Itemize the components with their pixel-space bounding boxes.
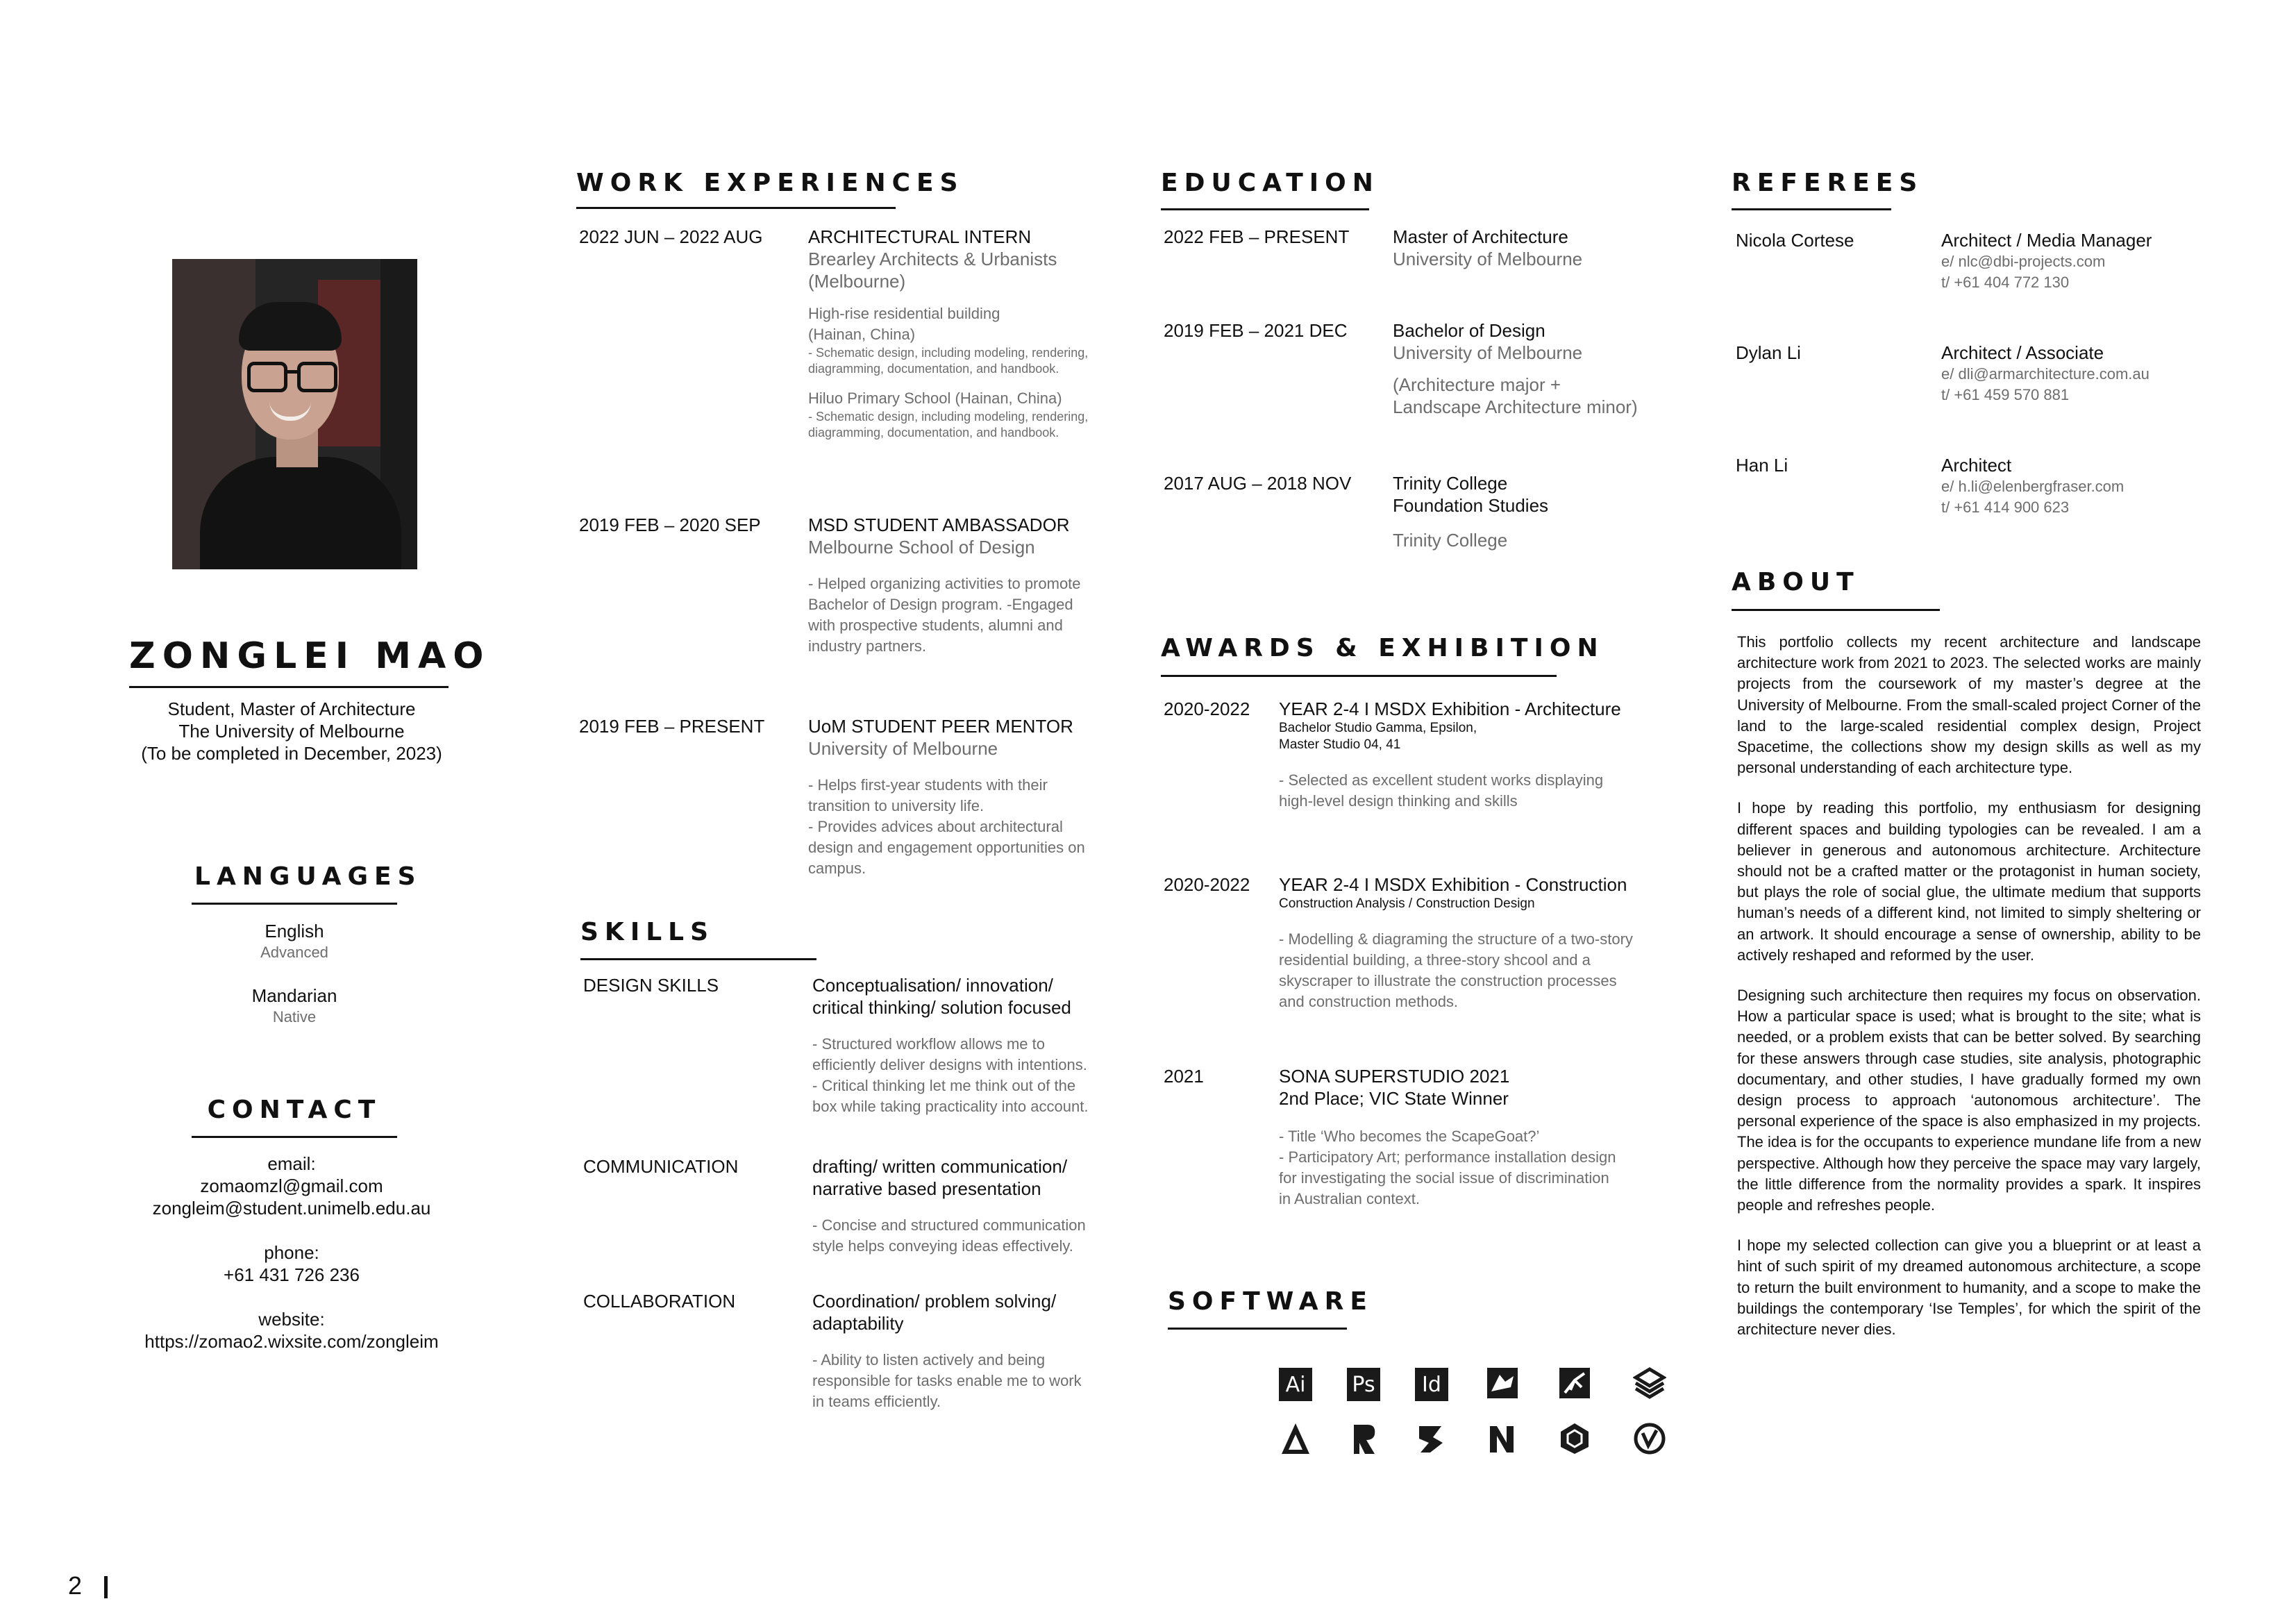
email-link[interactable]: zomaomzl@gmail.com bbox=[200, 1175, 383, 1196]
website-link[interactable]: https://zomao2.wixsite.com/zongleim bbox=[144, 1331, 439, 1352]
skill-label: DESIGN SKILLS bbox=[583, 975, 719, 996]
skill-label: COLLABORATION bbox=[583, 1291, 736, 1312]
awards-underline bbox=[1161, 675, 1557, 677]
phone-number[interactable]: +61 431 726 236 bbox=[224, 1264, 360, 1285]
page-number: 2 bbox=[68, 1571, 83, 1600]
work-entry: UoM STUDENT PEER MENTOR University of Melbourne - Helps first-year students with their transition to university life. - Provides advices about architectural design and engagement opportunities on campus. bbox=[808, 716, 1085, 877]
work-date: 2022 JUN – 2022 AUG bbox=[579, 226, 763, 247]
3dsmax-icon bbox=[1415, 1422, 1448, 1455]
education-underline bbox=[1161, 208, 1369, 210]
profile-photo bbox=[172, 259, 417, 569]
referee-phone[interactable]: t/ +61 459 570 881 bbox=[1941, 386, 2070, 403]
language-mandarian: Mandarian Native bbox=[251, 985, 337, 1026]
rhino-icon bbox=[1486, 1366, 1519, 1400]
photoshop-icon: Ps bbox=[1347, 1368, 1380, 1401]
referee-entry: Architect / Associate e/ dli@armarchitecture.com.au t/ +61 459 570 881 bbox=[1941, 342, 2247, 405]
page-number-divider bbox=[104, 1576, 108, 1598]
work-entry: MSD STUDENT AMBASSADOR Melbourne School of Design - Helped organizing activities to promote Bachelor of Design program. -Engaged with prospective students, alumni and industry partners. bbox=[808, 514, 1081, 655]
contact-heading: CONTACT bbox=[207, 1096, 382, 1124]
education-entry: Bachelor of Design University of Melbourne (Architecture major + Landscape Architecture minor) bbox=[1393, 320, 1638, 417]
about-text: This portfolio collects my recent architecture and landscape architecture work from 2021 to 2023. The selected works are mainly projects from the coursework of my master’s degree at the University of Melbourne. From the small-scaled project Corner of the land to the large-scaled residential complex design, Project Spacetime, the collections show my design skills as well as my personal understanding of each architecture type. I hope by reading this portfolio, my enthusiasm for designing different spaces and building typologies can be revealed. I am a believer in generous and autonomous architecture. Architecture should not be a crafted matter or the protagonist in human society, but plays the role of social glue, the ultimate medium that supports human’s needs of a different kind, not limited to simply sheltering or an artwork. It should encourage a sense of ownership, ability to be actively reshaped and reformed by the user. Designing such architecture then requires my focus on observation. How a particular space is used; what is brought to the site; what is needed, or a problem exists that can be better solved. By searching for these answers through case studies, site analysis, photographic documentary, and other studies, I have gradually formed my own design process to approach ‘autonomous architecture’. The personal experience of the space is also emphasized in my projects. The idea is for the occupants to experience mundane life from a new perspective. Although how they perceive the space may vary largely, the little difference from the normality provides a spark. It inspires people and refreshes people. I hope my selected collection can give you a blueprint or at least a hint of such spirit of my dreamed autonomous architecture, a scope to return the built environment to humanity, and a scope to make the buildings the contemporary ‘Ise Temples’, for which the spirit of the architecture never dies. bbox=[1737, 633, 2201, 1339]
vray-icon bbox=[1633, 1422, 1666, 1455]
education-date: 2017 AUG – 2018 NOV bbox=[1164, 473, 1352, 494]
referee-name: Han Li bbox=[1736, 455, 1788, 476]
skills-underline bbox=[580, 958, 816, 960]
sketchup-icon bbox=[1558, 1422, 1591, 1455]
software-underline bbox=[1168, 1328, 1347, 1330]
grasshopper-icon bbox=[1558, 1366, 1591, 1400]
skill-entry: Conceptualisation/ innovation/ critical thinking/ solution focused - Structured workflow allows me to efficiently deliver designs with intentions. - Critical thinking let me think out of the box while taking practicality into account. bbox=[812, 975, 1089, 1115]
skill-entry: Coordination/ problem solving/ adaptability - Ability to listen actively and being responsible for tasks enable me to work in teams efficiently. bbox=[812, 1291, 1082, 1410]
contact-underline bbox=[192, 1136, 397, 1138]
award-entry: YEAR 2-4 I MSDX Exhibition - Construction Construction Analysis / Construction Design - Modelling & diagraming the structure of a two-story residential building, a three-story shcool and a skyscraper to illustrate the construction processes and construction methods. bbox=[1279, 874, 1633, 1010]
phone-label: phone: bbox=[264, 1242, 319, 1263]
about-underline bbox=[1732, 609, 1940, 611]
indesign-icon: Id bbox=[1415, 1368, 1448, 1401]
contact-block bbox=[90, 1153, 493, 1353]
award-year: 2021 bbox=[1164, 1066, 1204, 1087]
referee-entry: Architect e/ h.li@elenbergfraser.com t/ +61 414 900 623 bbox=[1941, 454, 2247, 518]
award-entry: YEAR 2-4 I MSDX Exhibition - Architecture Bachelor Studio Gamma, Epsilon, Master Studio 04, 41 - Selected as excellent student works displaying high-level design thinking and skills bbox=[1279, 698, 1621, 810]
languages-heading: LANGUAGES bbox=[194, 862, 422, 891]
referee-name: Dylan Li bbox=[1736, 342, 1801, 363]
revit-icon bbox=[1347, 1422, 1380, 1455]
work-date: 2019 FEB – 2020 SEP bbox=[579, 514, 761, 535]
name-underline bbox=[129, 686, 449, 688]
education-date: 2022 FEB – PRESENT bbox=[1164, 226, 1350, 247]
languages-underline bbox=[192, 903, 397, 905]
skills-heading: SKILLS bbox=[580, 918, 715, 946]
referee-email[interactable]: e/ h.li@elenbergfraser.com bbox=[1941, 478, 2125, 495]
referee-phone[interactable]: t/ +61 414 900 623 bbox=[1941, 499, 2070, 516]
enscape-icon bbox=[1633, 1366, 1666, 1400]
referee-name: Nicola Cortese bbox=[1736, 230, 1854, 251]
about-heading: ABOUT bbox=[1732, 568, 1860, 596]
award-entry: SONA SUPERSTUDIO 2021 2nd Place; VIC State Winner - Title ‘Who becomes the ScapeGoat?’ - Participatory Art; performance installation design for investigating the social issue of discrimination in Australian context. bbox=[1279, 1066, 1616, 1207]
email-label: email: bbox=[267, 1153, 316, 1174]
education-entry: Master of Architecture University of Melbourne bbox=[1393, 226, 1583, 269]
work-entry: ARCHITECTURAL INTERN Brearley Architects & Urbanists (Melbourne) High-rise residential building (Hainan, China) - Schematic design, including modeling, rendering, diagramming, documentation, and handbook. Hiluo Primary School (Hainan, China) - Schematic design, including modeling, rendering, diagramming, documentation, and handbook. bbox=[808, 226, 1089, 440]
software-heading: SOFTWARE bbox=[1168, 1287, 1373, 1316]
skill-entry: drafting/ written communication/ narrative based presentation - Concise and structured communication style helps conveying ideas effectively. bbox=[812, 1156, 1086, 1255]
referees-heading: REFEREES bbox=[1732, 169, 1924, 197]
referees-underline bbox=[1732, 208, 1891, 210]
education-heading: EDUCATION bbox=[1161, 169, 1380, 197]
work-heading: WORK EXPERIENCES bbox=[576, 169, 964, 197]
referee-phone[interactable]: t/ +61 404 772 130 bbox=[1941, 274, 2070, 291]
award-year: 2020-2022 bbox=[1164, 698, 1250, 719]
referee-email[interactable]: e/ nlc@dbi-projects.com bbox=[1941, 253, 2106, 270]
archicad-icon bbox=[1279, 1422, 1312, 1455]
award-year: 2020-2022 bbox=[1164, 874, 1250, 895]
illustrator-icon: Ai bbox=[1279, 1368, 1312, 1401]
email-link[interactable]: zongleim@student.unimelb.edu.au bbox=[152, 1198, 431, 1219]
navisworks-icon bbox=[1486, 1422, 1519, 1455]
work-date: 2019 FEB – PRESENT bbox=[579, 716, 765, 737]
awards-heading: AWARDS & EXHIBITION bbox=[1161, 634, 1604, 662]
education-date: 2019 FEB – 2021 DEC bbox=[1164, 320, 1348, 341]
website-label: website: bbox=[258, 1309, 325, 1330]
referee-entry: Architect / Media Manager e/ nlc@dbi-projects.com t/ +61 404 772 130 bbox=[1941, 229, 2247, 293]
skill-label: COMMUNICATION bbox=[583, 1156, 739, 1177]
language-english: English Advanced bbox=[260, 921, 328, 961]
profile-name: ZONGLEI MAO bbox=[129, 635, 491, 677]
referee-email[interactable]: e/ dli@armarchitecture.com.au bbox=[1941, 365, 2150, 383]
profile-subtitle: Student, Master of Architecture The University of Melbourne (To be completed in December, 2023) bbox=[141, 698, 442, 764]
work-underline bbox=[576, 207, 896, 209]
education-entry: Trinity College Foundation Studies Trinity College bbox=[1393, 473, 1549, 551]
